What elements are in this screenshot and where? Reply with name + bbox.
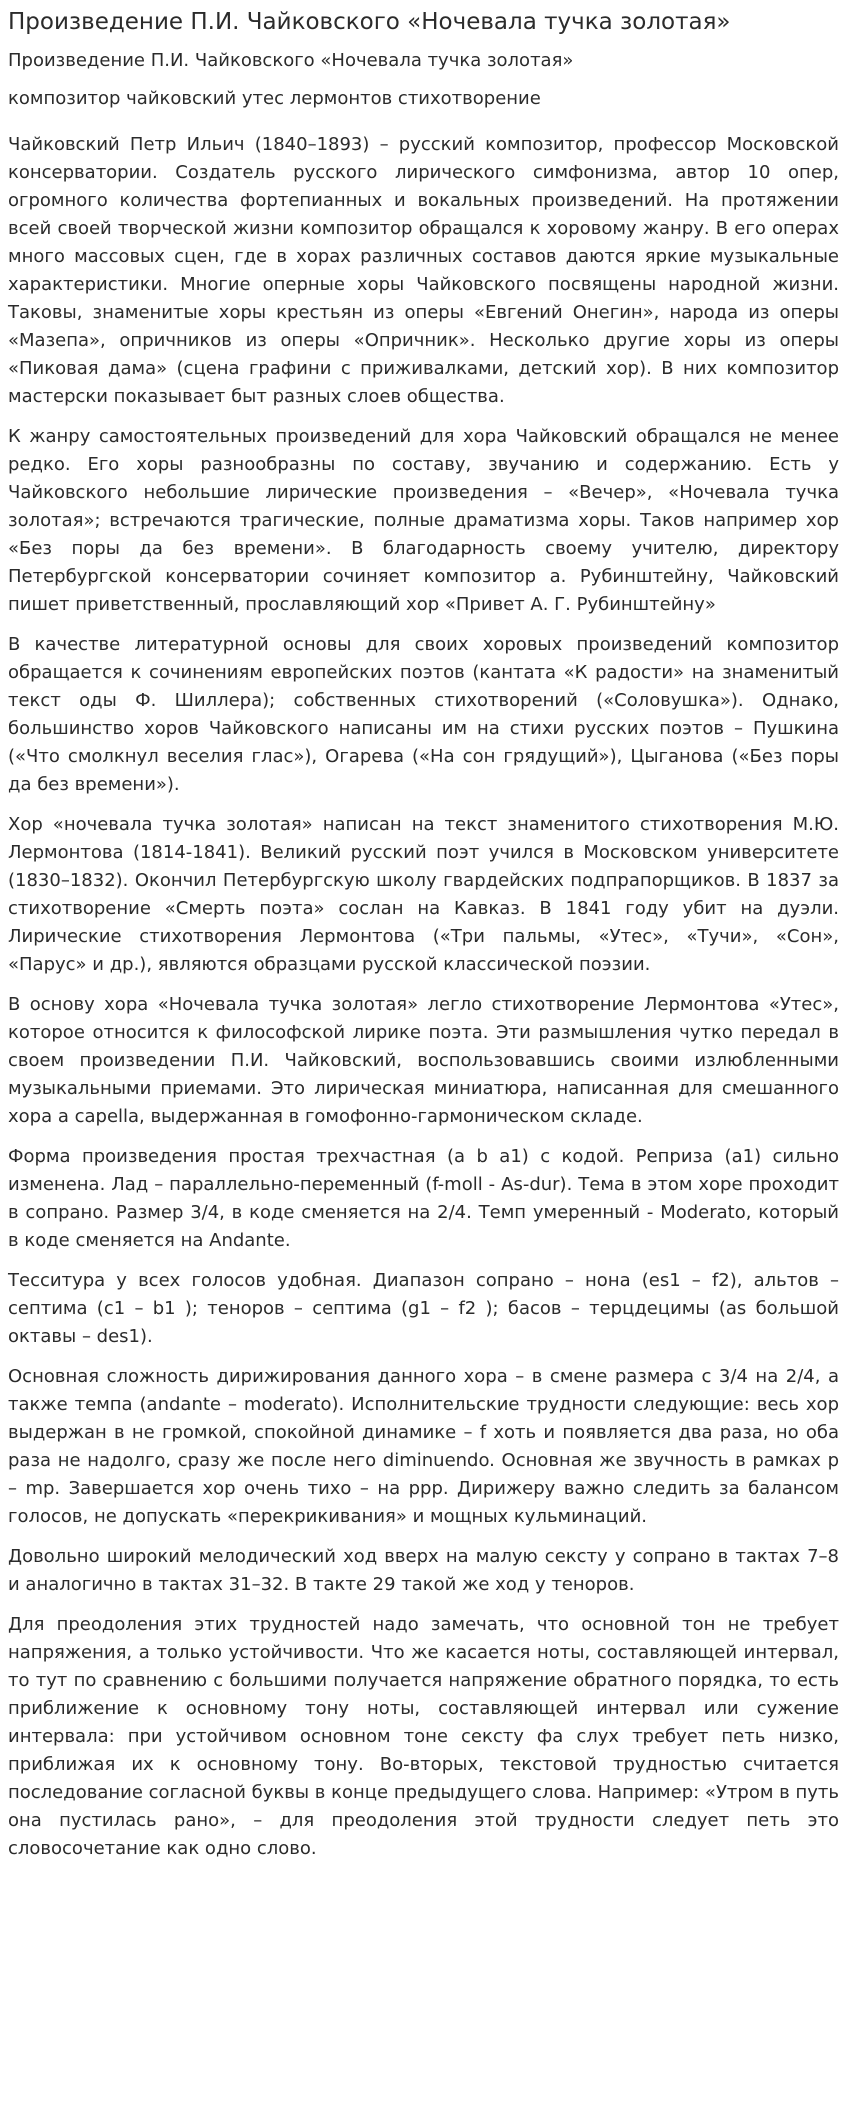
paragraph-5: В основу хора «Ночевала тучка золотая» легло стихотворение Лермонтова «Утес», которое относится к философской лирике поэта. Эти размышления чутко передал в своем произведении П.И. Чайковский, воспользовавшись своими излюбленными музыкальными приемами. Это лирическая миниатюра, написанная для смешанного хора a capella, выдержанная в гомофонно-гармоническом складе. <box>8 994 839 1128</box>
paragraph-9: Довольно широкий мелодический ход вверх на малую сексту у сопрано в тактах 7–8 и аналогично в тактах 31–32. В такте 29 такой же ход у теноров. <box>8 1546 839 1596</box>
paragraph-2: К жанру самостоятельных произведений для хора Чайковский обращался не менее редко. Его хоры разнообразны по составу, звучанию и содержанию. Есть у Чайковского небольшие лирические произведения – «Вечер», «Ночевала тучка золотая»; встречаются трагические, полные драматизма хоры. Таков например хор «Без поры да без времени». В благодарность своему учителю, директору Петербургской консерватории сочиняет композитор а. Рубинштейну, Чайковский пишет приветственный, прославляющий хор «Привет А. Г. Рубинштейну» <box>8 426 839 616</box>
paragraph-4: Хор «ночевала тучка золотая» написан на текст знаменитого стихотворения М.Ю. Лермонтова (1814-1841). Великий русский поэт учился в Московском университете (1830–1832). Окончил Петербургскую школу гвардейских подпрапорщиков. В 1837 за стихотворение «Смерть поэта» сослан на Кавказ. В 1841 году убит на дуэли. Лирические стихотворения Лермонтова («Три пальмы, «Утес», «Тучи», «Сон», «Парус» и др.), являются образцами русской классической поэзии. <box>8 814 839 976</box>
page-title: Произведение П.И. Чайковского «Ночевала тучка золотая» <box>8 9 731 35</box>
paragraph-7: Тесситура у всех голосов удобная. Диапазон сопрано – нона (es1 – f2), альтов – септима (c1 – b1 ); теноров – септима (g1 – f2 ); басов – терцдецимы (as большой октавы – des1). <box>8 1270 839 1348</box>
page-subtitle: Произведение П.И. Чайковского «Ночевала тучка золотая» <box>8 49 574 71</box>
paragraph-6: Форма произведения простая трехчастная (a b a1) с кодой. Реприза (a1) сильно изменена. Лад – параллельно-переменный (f-moll - As-dur). Тема в этом хоре проходит в сопрано. Размер 3/4, в коде сменяется на 2/4. Темп умеренный - Moderato, который в коде сменяется на Andante. <box>8 1146 839 1252</box>
paragraph-1: Чайковский Петр Ильич (1840–1893) – русский композитор, профессор Московской консерватории. Создатель русского лирического симфонизма, автор 10 опер, огромного количества фортепианных и вокальных произведений. На протяжении всей своей творческой жизни композитор обращался к хоровому жанру. В его операх много массовых сцен, где в хорах различных составов даются яркие музыкальные характеристики. Многие оперные хоры Чайковского посвящены народной жизни. Таковы, знаменитые хоры крестьян из оперы «Евгений Онегин», народа из оперы «Мазепа», опричников из оперы «Опричник». Несколько другие хоры из оперы «Пиковая дама» (сцена графини с приживалками, детский хор). В них композитор мастерски показывает быт разных слоев общества. <box>8 134 839 408</box>
paragraph-10: Для преодоления этих трудностей надо замечать, что основной тон не требует напряжения, а только устойчивости. Что же касается ноты, составляющей интервал, то тут по сравнению с большими получается напряжение обратного порядка, то есть приближение к основному тону ноты, составляющей интервал или сужение интервала: при устойчивом основном тоне сексту фа слух требует петь низко, приближая их к основному тону. Во-вторых, текстовой трудностью считается последование согласной буквы в конце предыдущего слова. Например: «Утром в путь она пустилась рано», – для преодоления этой трудности следует петь это словосочетание как одно слово. <box>8 1614 839 1860</box>
keywords-line: композитор чайковский утес лермонтов стихотворение <box>8 88 541 110</box>
paragraph-3: В качестве литературной основы для своих хоровых произведений композитор обращается к сочинениям европейских поэтов (кантата «К радости» на знаменитый текст оды Ф. Шиллера); собственных стихотворений («Соловушка»). Однако, большинство хоров Чайковского написаны им на стихи русских поэтов – Пушкина («Что смолкнул веселия глас»), Огарева («На сон грядущий»), Цыганова («Без поры да без времени»). <box>8 634 839 796</box>
paragraph-8: Основная сложность дирижирования данного хора – в смене размера с 3/4 на 2/4, а также темпа (andante – moderato). Исполнительские трудности следующие: весь хор выдержан в не громкой, спокойной динамике – f хоть и появляется два раза, но оба раза не надолго, сразу же после него diminuendo. Основная же звучность в рамках p – mp. Завершается хор очень тихо – на ppp. Дирижеру важно следить за балансом голосов, не допускать «перекрикивания» и мощных кульминаций. <box>8 1366 839 1528</box>
